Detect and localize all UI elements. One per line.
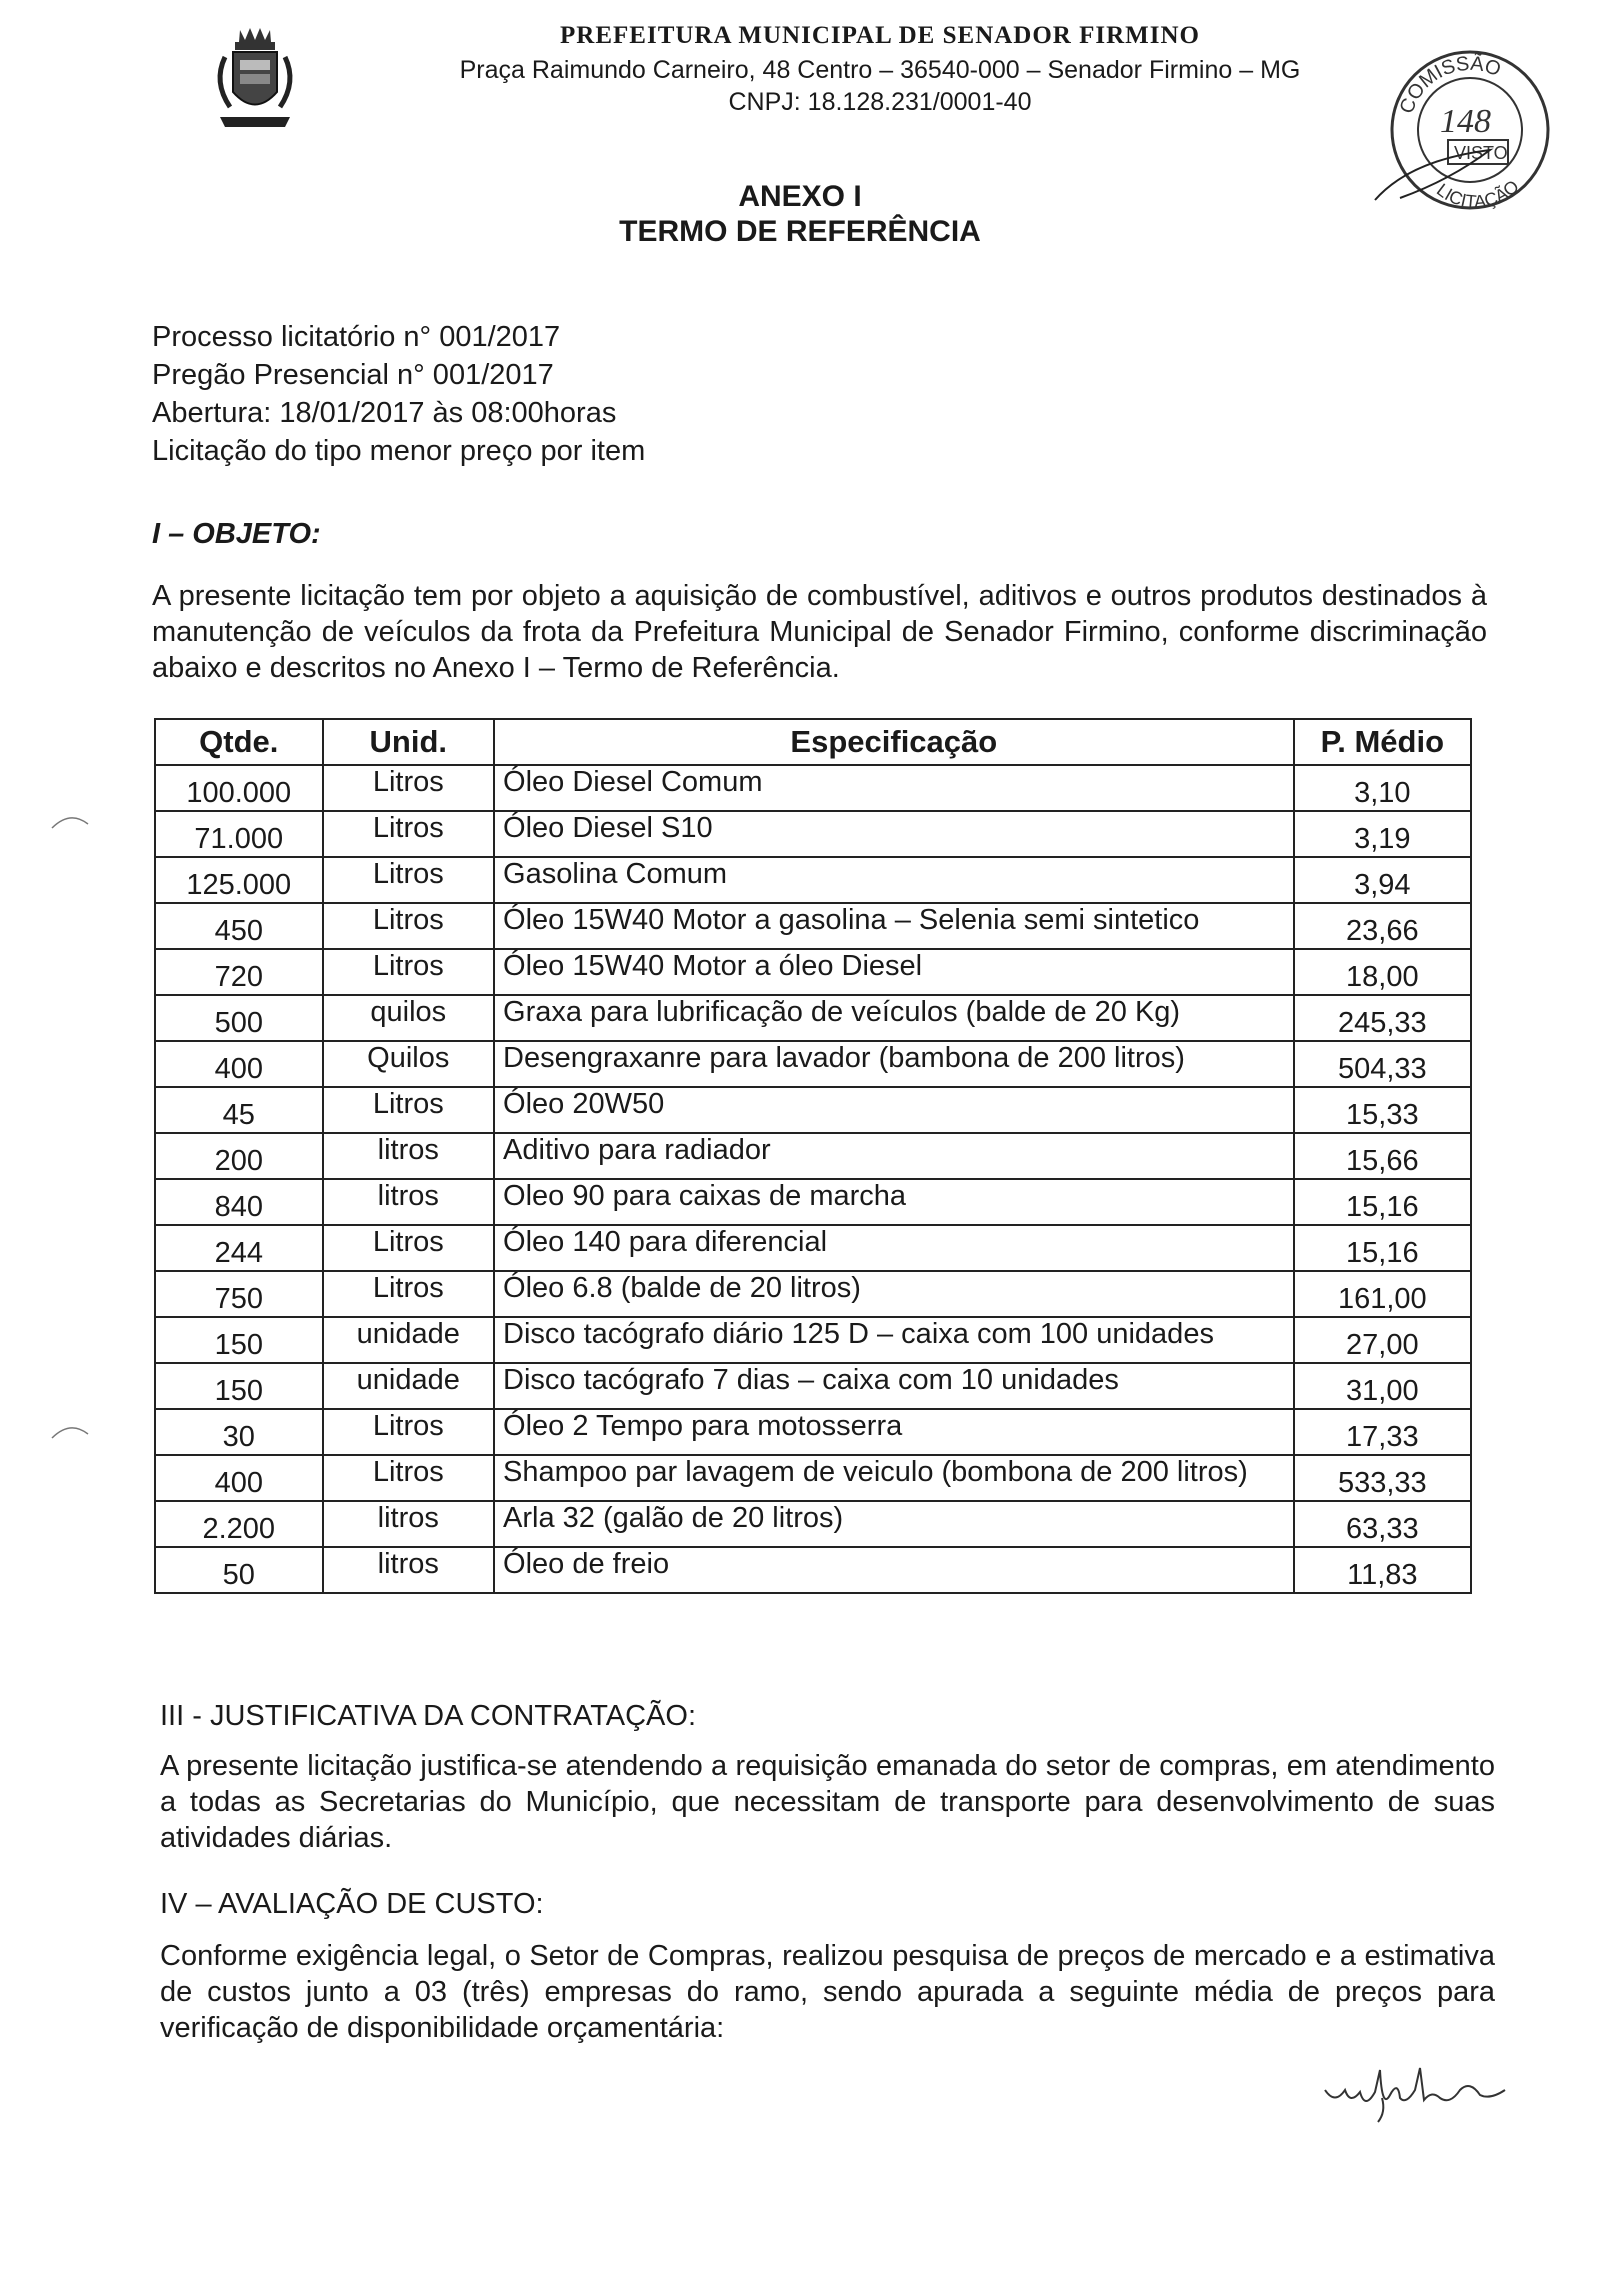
cell-qtde: 71.000 <box>155 811 323 857</box>
cell-qtde: 500 <box>155 995 323 1041</box>
cell-qtde: 150 <box>155 1363 323 1409</box>
cell-espec: Desengraxanre para lavador (bambona de 200 litros) <box>494 1041 1294 1087</box>
cell-preco: 3,19 <box>1294 811 1471 857</box>
annex-title: ANEXO I <box>738 180 862 213</box>
cell-qtde: 244 <box>155 1225 323 1271</box>
cell-preco: 27,00 <box>1294 1317 1471 1363</box>
cell-preco: 11,83 <box>1294 1547 1471 1593</box>
cell-espec: Óleo 15W40 Motor a gasolina – Selenia semi sintetico <box>494 903 1294 949</box>
col-unid-header: Unid. <box>323 719 495 765</box>
cell-preco: 17,33 <box>1294 1409 1471 1455</box>
cell-unid: Litros <box>323 903 495 949</box>
cell-unid: Litros <box>323 949 495 995</box>
cell-espec: Óleo de freio <box>494 1547 1294 1593</box>
cell-espec: Óleo 20W50 <box>494 1087 1294 1133</box>
table-row <box>155 1363 1471 1409</box>
section-objeto-heading: I – OBJETO: <box>152 518 321 550</box>
cell-preco: 3,94 <box>1294 857 1471 903</box>
cell-espec: Óleo 140 para diferencial <box>494 1225 1294 1271</box>
cell-preco: 504,33 <box>1294 1041 1471 1087</box>
cell-unid: Litros <box>323 1271 495 1317</box>
cell-preco: 18,00 <box>1294 949 1471 995</box>
section-justificativa-text: A presente licitação justifica-se atendendo a requisição emanada do setor de compras, em atendimento a todas as Secretarias do Município, que necessitam de transporte para desenvolvimento de suas atividades diárias. <box>160 1750 1495 1854</box>
cell-unid: Litros <box>323 1455 495 1501</box>
margin-mark <box>50 1420 90 1440</box>
table-row <box>155 995 1471 1041</box>
cell-qtde: 400 <box>155 1455 323 1501</box>
cell-espec: Óleo 2 Tempo para motosserra <box>494 1409 1294 1455</box>
cell-espec: Disco tacógrafo 7 dias – caixa com 10 unidades <box>494 1363 1294 1409</box>
cell-unid: Litros <box>323 857 495 903</box>
cell-unid: Litros <box>323 765 495 811</box>
col-preco-header: P. Médio <box>1294 719 1471 765</box>
pregao-number: Pregão Presencial n° 001/2017 <box>152 359 554 391</box>
table-header-row <box>155 719 1471 765</box>
cell-qtde: 450 <box>155 903 323 949</box>
cell-qtde: 45 <box>155 1087 323 1133</box>
bid-type: Licitação do tipo menor preço por item <box>152 435 646 467</box>
document-title: TERMO DE REFERÊNCIA <box>619 215 981 248</box>
cell-qtde: 720 <box>155 949 323 995</box>
cell-espec: Arla 32 (galão de 20 litros) <box>494 1501 1294 1547</box>
table-row <box>155 765 1471 811</box>
cell-espec: Aditivo para radiador <box>494 1133 1294 1179</box>
cell-unid: litros <box>323 1547 495 1593</box>
table-row <box>155 1179 1471 1225</box>
cell-qtde: 200 <box>155 1133 323 1179</box>
cell-preco: 3,10 <box>1294 765 1471 811</box>
table-row <box>155 903 1471 949</box>
cell-espec: Óleo 6.8 (balde de 20 litros) <box>494 1271 1294 1317</box>
cell-preco: 15,16 <box>1294 1179 1471 1225</box>
cell-qtde: 30 <box>155 1409 323 1455</box>
cell-preco: 15,16 <box>1294 1225 1471 1271</box>
cell-unid: quilos <box>323 995 495 1041</box>
table-row <box>155 949 1471 995</box>
cell-espec: Gasolina Comum <box>494 857 1294 903</box>
section-custo-text: Conforme exigência legal, o Setor de Compras, realizou pesquisa de preços de mercado e a estimativa de custos junto a 03 (três) empresas do ramo, sendo apurada a seguinte média de preços para verificação de disponibilidade orçamentária: <box>160 1940 1495 2044</box>
table-row <box>155 1133 1471 1179</box>
col-espec-header: Especificação <box>494 719 1294 765</box>
cell-unid: Litros <box>323 811 495 857</box>
cell-qtde: 400 <box>155 1041 323 1087</box>
cell-espec: Shampoo par lavagem de veiculo (bombona de 200 litros) <box>494 1455 1294 1501</box>
cell-preco: 63,33 <box>1294 1501 1471 1547</box>
cell-preco: 15,33 <box>1294 1087 1471 1133</box>
cell-unid: Litros <box>323 1409 495 1455</box>
table-row <box>155 1087 1471 1133</box>
table-row <box>155 857 1471 903</box>
table-row <box>155 1455 1471 1501</box>
opening-date: Abertura: 18/01/2017 às 08:00horas <box>152 397 617 429</box>
cell-unid: litros <box>323 1133 495 1179</box>
cell-espec: Óleo 15W40 Motor a óleo Diesel <box>494 949 1294 995</box>
coat-of-arms-logo <box>205 22 305 140</box>
cell-espec: Oleo 90 para caixas de marcha <box>494 1179 1294 1225</box>
cell-unid: Litros <box>323 1087 495 1133</box>
cell-qtde: 50 <box>155 1547 323 1593</box>
cell-espec: Óleo Diesel S10 <box>494 811 1294 857</box>
cell-unid: Quilos <box>323 1041 495 1087</box>
cell-unid: litros <box>323 1501 495 1547</box>
table-row <box>155 811 1471 857</box>
cell-qtde: 100.000 <box>155 765 323 811</box>
cell-unid: unidade <box>323 1317 495 1363</box>
handwritten-signature <box>1320 2050 1510 2130</box>
cell-preco: 23,66 <box>1294 903 1471 949</box>
cell-espec: Graxa para lubrificação de veículos (balde de 20 Kg) <box>494 995 1294 1041</box>
col-qtde-header: Qtde. <box>155 719 323 765</box>
header-address: Praça Raimundo Carneiro, 48 Centro – 36540-000 – Senador Firmino – MG <box>459 56 1301 84</box>
section-custo-heading: IV – AVALIAÇÃO DE CUSTO: <box>160 1888 544 1920</box>
stamp-number: 148 <box>1440 103 1491 140</box>
stamp-top-text: COMISSÃO <box>1395 52 1504 117</box>
cell-espec: Disco tacógrafo diário 125 D – caixa com 100 unidades <box>494 1317 1294 1363</box>
cell-preco: 245,33 <box>1294 995 1471 1041</box>
table-row <box>155 1271 1471 1317</box>
stamp-bottom-text: LICITAÇÃO <box>1432 176 1523 212</box>
table-row <box>155 1041 1471 1087</box>
table-row <box>155 1225 1471 1271</box>
table-row <box>155 1409 1471 1455</box>
margin-mark <box>50 810 90 830</box>
cell-preco: 31,00 <box>1294 1363 1471 1409</box>
header-municipality-name: PREFEITURA MUNICIPAL DE SENADOR FIRMINO <box>560 22 1200 49</box>
cell-preco: 161,00 <box>1294 1271 1471 1317</box>
items-table <box>154 718 1472 1594</box>
cell-preco: 533,33 <box>1294 1455 1471 1501</box>
stamp-visto: VISTO <box>1454 143 1508 163</box>
table-row <box>155 1501 1471 1547</box>
cell-qtde: 750 <box>155 1271 323 1317</box>
process-number: Processo licitatório n° 001/2017 <box>152 321 561 353</box>
cell-unid: litros <box>323 1179 495 1225</box>
cell-qtde: 840 <box>155 1179 323 1225</box>
table-row <box>155 1317 1471 1363</box>
table-row <box>155 1547 1471 1593</box>
header-cnpj: CNPJ: 18.128.231/0001-40 <box>728 88 1032 116</box>
cell-preco: 15,66 <box>1294 1133 1471 1179</box>
cell-espec: Óleo Diesel Comum <box>494 765 1294 811</box>
cell-qtde: 2.200 <box>155 1501 323 1547</box>
section-justificativa-heading: III - JUSTIFICATIVA DA CONTRATAÇÃO: <box>160 1700 697 1732</box>
cell-qtde: 125.000 <box>155 857 323 903</box>
cell-qtde: 150 <box>155 1317 323 1363</box>
process-info <box>152 318 645 470</box>
section-objeto-text: A presente licitação tem por objeto a aquisição de combustível, aditivos e outros produtos destinados à manutenção de veículos da frota da Prefeitura Municipal de Senador Firmino, conforme discriminação abaixo e descritos no Anexo I – Termo de Referência. <box>152 580 1487 684</box>
cell-unid: Litros <box>323 1225 495 1271</box>
cell-unid: unidade <box>323 1363 495 1409</box>
